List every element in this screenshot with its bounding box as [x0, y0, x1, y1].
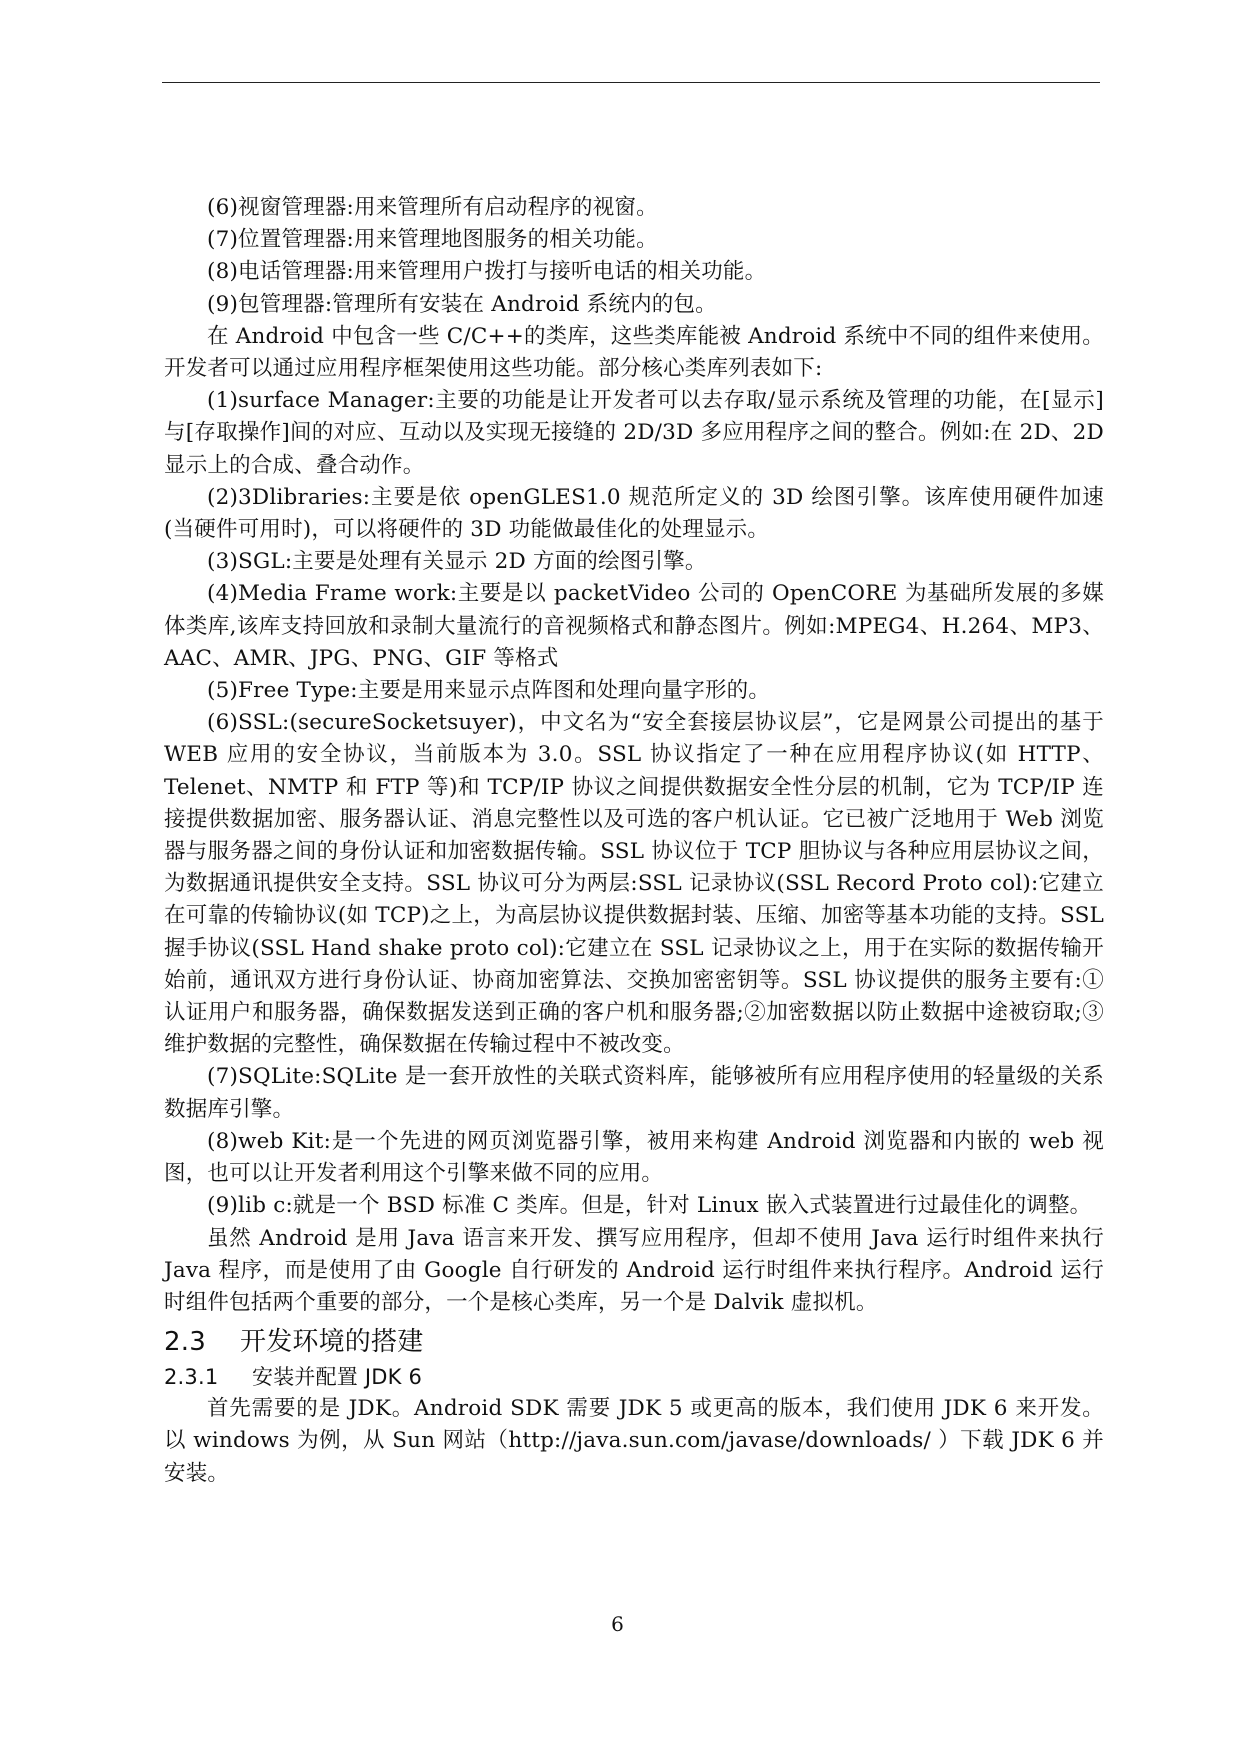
paragraph: (9)包管理器:管理所有安装在 Android 系统内的包。 — [207, 291, 717, 317]
subsection-heading — [164, 1361, 1104, 1393]
paragraph: (2)3Dlibraries:主要是依 openGLES1.0 规范所定义的 3D 绘图引擎。该库使用硬件加速(当硬件可用时)，可以将硬件的 3D 功能做最佳化的处理显示。 — [164, 484, 1104, 543]
body-text — [164, 192, 1104, 1490]
section-heading — [164, 1323, 1104, 1361]
paragraph: (9)lib c:就是一个 BSD 标准 C 类库。但是，针对 Linux 嵌入式装置进行过最佳化的调整。 — [207, 1193, 1092, 1219]
page-number: 6 — [611, 1612, 624, 1636]
paragraph: (4)Media Frame work:主要是以 packetVideo 公司的 OpenCORE 为基础所发展的多媒体类库,该库支持回放和录制大量流行的音视频格式和静态图片。例如:MPEG4、H.264、MP3、AAC、AMR、JPG、PNG、GIF 等格式 — [164, 581, 1104, 671]
section-title: 开发环境的搭建 — [240, 1327, 424, 1358]
header-rule — [162, 82, 1100, 83]
paragraph: (7)SQLite:SQLite 是一套开放性的关联式资料库，能够被所有应用程序使用的轻量级的关系数据库引擎。 — [164, 1064, 1104, 1122]
paragraph: (8)web Kit:是一个先进的网页浏览器引擎，被用来构建 Android 浏览器和内嵌的 web 视图，也可以让开发者利用这个引擎来做不同的应用。 — [164, 1128, 1104, 1187]
paragraph: (3)SGL:主要是处理有关显示 2D 方面的绘图引擎。 — [207, 549, 707, 575]
paragraph: (1)surface Manager:主要的功能是让开发者可以去存取/显示系统及管理的功能，在[显示]与[存取操作]间的对应、互动以及实现无接缝的 2D/3D 多应用程序之间的整合。例如:在 2D、2D 显示上的合成、叠合动作。 — [164, 388, 1104, 478]
paragraph: (6)视窗管理器:用来管理所有启动程序的视窗。 — [207, 195, 658, 220]
paragraph: (7)位置管理器:用来管理地图服务的相关功能。 — [207, 227, 658, 253]
section-number: 2.3 — [164, 1327, 206, 1358]
paragraph: (5)Free Type:主要是用来显示点阵图和处理向量字形的。 — [207, 678, 771, 704]
paragraph: 首先需要的是 JDK。Android SDK 需要 JDK 5 或更高的版本，我们使用 JDK 6 来开发。以 windows 为例，从 Sun 网站（http://java.sun.com/javase/downloads/ ）下载 JDK 6 并安装。 — [164, 1396, 1104, 1486]
paragraph: 在 Android 中包含一些 C/C++的类库，这些类库能被 Android 系统中不同的组件来使用。开发者可以通过应用程序框架使用这些功能。部分核心类库列表如下: — [164, 323, 1104, 382]
paragraph: (8)电话管理器:用来管理用户拨打与接听电话的相关功能。 — [207, 259, 767, 285]
paragraph: 虽然 Android 是用 Java 语言来开发、撰写应用程序，但却不使用 Java 运行时组件来执行 Java 程序，而是使用了由 Google 自行研发的 Android 运行时组件来执行程序。Android 运行时组件包括两个重要的部分，一个是核心类库，另一个是 Dalvik 虚拟机。 — [164, 1225, 1104, 1315]
subsection-title: 安装并配置 JDK 6 — [252, 1365, 423, 1390]
subsection-number: 2.3.1 — [164, 1365, 219, 1390]
paragraph: (6)SSL:(secureSocketsuyer)，中文名为“安全套接层协议层”，它是网景公司提出的基于 WEB 应用的安全协议，当前版本为 3.0。SSL 协议指定了一种在应用程序协议(如 HTTP、Telenet、NMTP 和 FTP 等)和 TCP/IP 协议之间提供数据安全性分层的机制，它为 TCP/IP 连接提供数据加密、服务器认证、消息完整性以及可选的客户机认证。它已被广泛地用于 Web 浏览器与服务器之间的身份认证和加密数据传输。SSL 协议位于 TCP 胆协议与各种应用层协议之间，为数据通讯提供安全支持。SSL 协议可分为两层:SSL 记录协议(SSL Record Proto col):它建立在可靠的传输协议(如 TCP)之上，为高层协议提供数据封装、压缩、加密等基本功能的支持。SSL 握手协议(SSL Hand shake proto col):它建立在 SSL 记录协议之上，用于在实际的数据传输开始前，通讯双方进行身份认证、协商加密算法、交换加密密钥等。SSL 协议提供的服务主要有:①认证用户和服务器，确保数据发送到正确的客户机和服务器;②加密数据以防止数据中途被窃取;③维护数据的完整性，确保数据在传输过程中不被改变。 — [164, 710, 1104, 1058]
